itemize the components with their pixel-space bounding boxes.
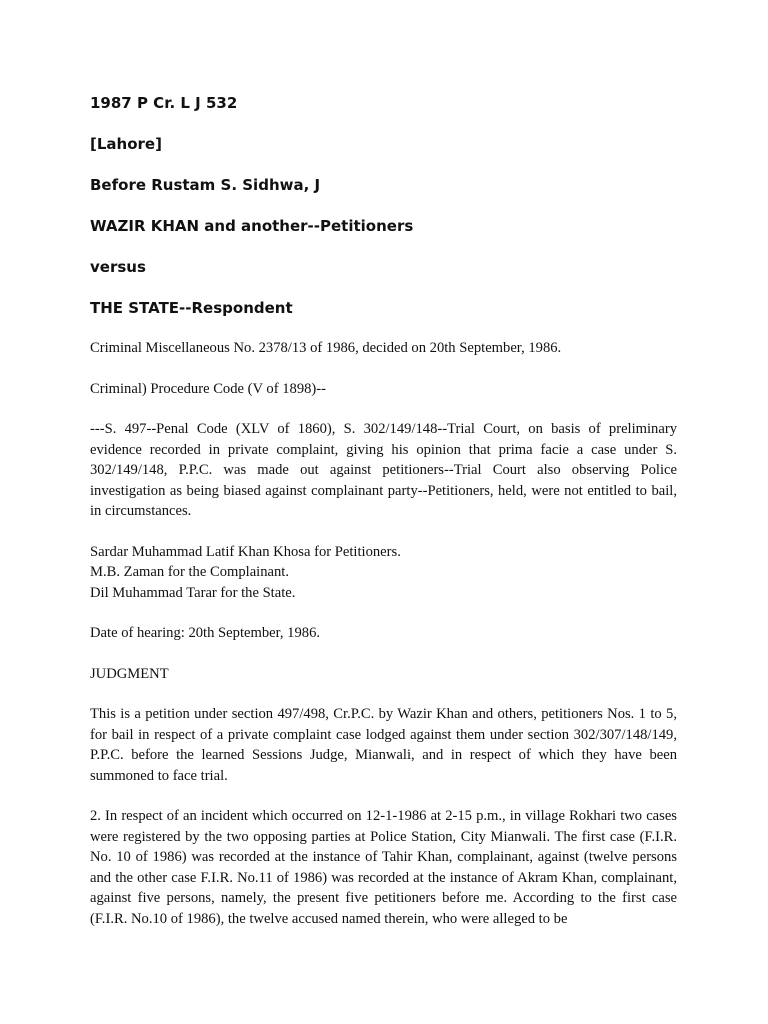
citation: 1987 P Cr. L J 532 xyxy=(90,94,238,112)
statute: Criminal) Procedure Code (V of 1898)-- xyxy=(90,380,327,397)
headnote: ---S. 497--Penal Code (XLV of 1860), S. 302/149/148--Trial Court, on basis of preliminary evidence recorded in private complaint, giving his opinion that prima facie a case under S. 302/149/148, P.P.C. was made out against petitioners--Trial Court also observing Police investigation as being biased against complainant party--Petitioners, held, were not entitled to bail, in circumstances. xyxy=(90,421,677,519)
document-page xyxy=(90,92,677,949)
versus: versus xyxy=(90,258,146,276)
court-name: [Lahore] xyxy=(90,135,162,153)
petitioners: WAZIR KHAN and another--Petitioners xyxy=(90,217,414,235)
counsel-petitioners: Sardar Muhammad Latif Khan Khosa for Petitioners. xyxy=(90,543,401,560)
judgment-title: JUDGMENT xyxy=(90,665,169,682)
hearing-date: Date of hearing: 20th September, 1986. xyxy=(90,625,321,641)
counsel-state: Dil Muhammad Tarar for the State. xyxy=(90,584,296,601)
paragraph-2: 2. In respect of an incident which occurred on 12-1-1986 at 2-15 p.m., in village Rokhari two cases were registered by the two opposing parties at Police Station, City Mianwali. The first case (F.I.R. No. 10 of 1986) was recorded at the instance of Tahir Khan, complainant, against (twelve persons and the other case F.I.R. No.11 of 1986) was recorded at the instance of Akram Khan, complainant, against five persons, namely, the present five petitioners before me. According to the first case (F.I.R. No.10 of 1986), the twelve accused named therein, who were alleged to be xyxy=(90,808,677,927)
bench: Before Rustam S. Sidhwa, J xyxy=(90,176,321,194)
counsel-complainant: M.B. Zaman for the Complainant. xyxy=(90,564,290,580)
respondent: THE STATE--Respondent xyxy=(90,299,293,317)
paragraph-1: This is a petition under section 497/498, Cr.P.C. by Wazir Khan and others, petitioners Nos. 1 to 5, for bail in respect of a private complaint case lodged against them under section 302/307/148/149, P.P.C. before the learned Sessions Judge, Mianwali, and in respect of which they have been summoned to face trial. xyxy=(90,706,677,784)
counsel-list xyxy=(90,542,677,604)
case-info: Criminal Miscellaneous No. 2378/13 of 1986, decided on 20th September, 1986. xyxy=(90,340,562,356)
